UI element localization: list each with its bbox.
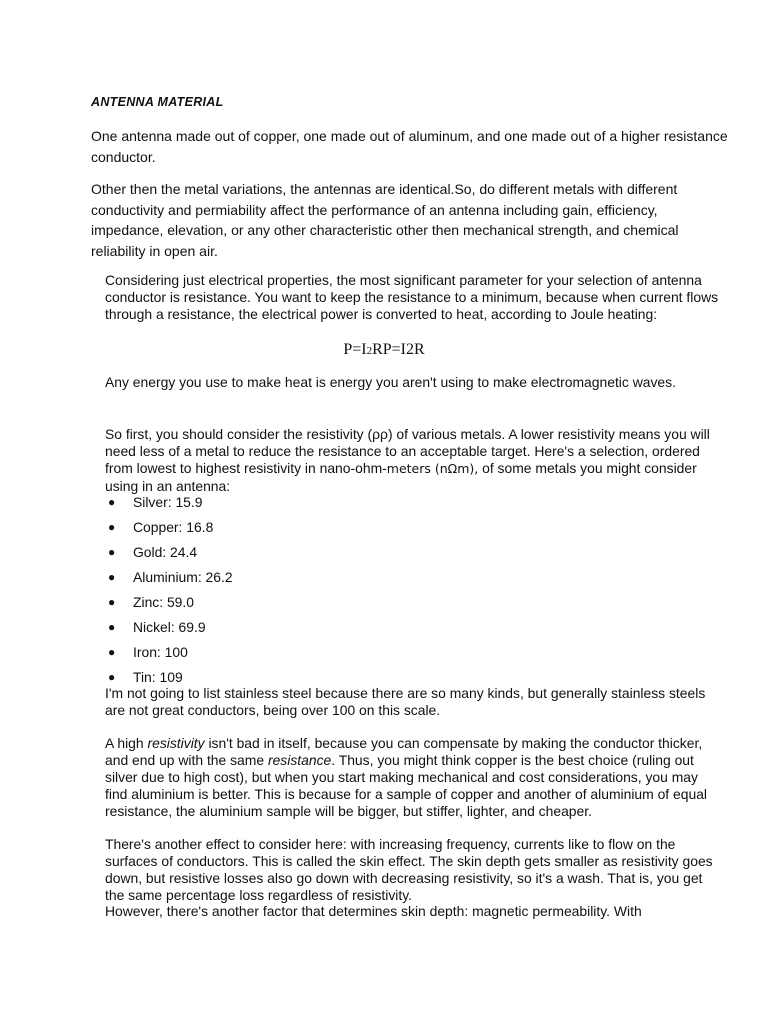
body-paragraph-resistivity (105, 426, 720, 495)
bullet-icon: ● (108, 570, 116, 584)
bullet-icon: ● (108, 595, 116, 609)
bullet-icon: ● (108, 645, 116, 659)
resistivity-text-c: of some metals you might consider using in an antenna: (105, 459, 697, 494)
body-paragraph-resistance: Considering just electrical properties, the most significant parameter for your selection of antenna conductor is resistance. You want to keep the resistance to a minimum, because when current flows through a resistance, the electrical power is converted to heat, according to Joule heating: (105, 272, 719, 322)
list-item: ● Silver: 15.9 (108, 494, 203, 510)
list-item: ● Nickel: 69.9 (108, 619, 206, 635)
intro-paragraph-2: Other then the metal variations, the antennas are identical.So, do different metals with different conductivity and permiability affect the performance of an antenna including gain, efficiency, impedance, elevation, or any other characteristic other then mechanical strength, and chemical reliability in open air. (91, 181, 679, 259)
resistivity-unit: meters (nΩm), (386, 460, 479, 476)
body-paragraph-energy: Any energy you use to make heat is energy you aren't using to make electromagnetic waves. (105, 374, 676, 390)
document-heading: ANTENNA MATERIAL (91, 95, 224, 109)
metal-resistivity-list (105, 494, 233, 694)
list-item: ● Gold: 24.4 (108, 544, 198, 560)
bullet-icon: ● (108, 670, 116, 684)
joule-heating-formula (0, 341, 768, 359)
body-paragraph-stainless: I'm not going to list stainless steel because there are so many kinds, but generally stainless steels are not great conductors, being over 100 on this scale. (105, 685, 706, 718)
body-paragraph-high-resistivity: A high resistivity isn't bad in itself, because you can compensate by making the conductor thicker, and end up with the same resistance. Thus, you might think copper is the best choice (ruling out silver due to high cost), but when you start making mechanical and cost considerations, you may find aluminium is better. This is because for a sample of copper and another of aluminium of equal resistance, the aluminium sample will be bigger, but stiffer, lighter, and cheaper. (105, 735, 708, 819)
formula-subscript: 2 (366, 345, 373, 357)
formula-part-b: RP=I2R (372, 341, 425, 358)
list-item: ● Zinc: 59.0 (108, 594, 194, 610)
emphasis-resistivity: resistivity (147, 735, 205, 751)
intro-paragraph-1: One antenna made out of copper, one made out of aluminum, and one made out of a higher resistance conductor. (91, 128, 728, 165)
list-item: ● Copper: 16.8 (108, 519, 214, 535)
bullet-icon: ● (108, 545, 116, 559)
rho-symbol: ρρ (372, 426, 388, 442)
list-item: ● Iron: 100 (108, 644, 188, 660)
resistivity-text-a: So first, you should consider the resistivity ( (105, 426, 373, 442)
list-item: ● Aluminium: 26.2 (108, 569, 233, 585)
formula-part-a: P=I (343, 341, 367, 358)
bullet-icon: ● (108, 495, 116, 509)
list-item: ● Tin: 109 (108, 669, 183, 685)
emphasis-resistance: resistance (267, 751, 332, 768)
bullet-icon: ● (108, 520, 116, 534)
body-paragraph-skin-effect: There's another effect to consider here: with increasing frequency, currents like to flow on the surfaces of conductors. This is called the skin effect. The skin depth gets smaller as resistivity goes down, but resistive losses also go down with decreasing resistivity, so it's a wash. That is, you get the same percentage loss regardless of resistivity. (105, 836, 713, 903)
bullet-icon: ● (108, 620, 116, 634)
resistivity-text-b: ) of various metals. A lower resistivity means you will need less of a metal to reduce the resistance to an acceptable target. Here's a selection, ordered from lowest to highest resistivity in nano-ohm- (105, 426, 710, 476)
body-paragraph-permeability: However, there's another factor that determines skin depth: magnetic permeability. With (105, 903, 642, 919)
